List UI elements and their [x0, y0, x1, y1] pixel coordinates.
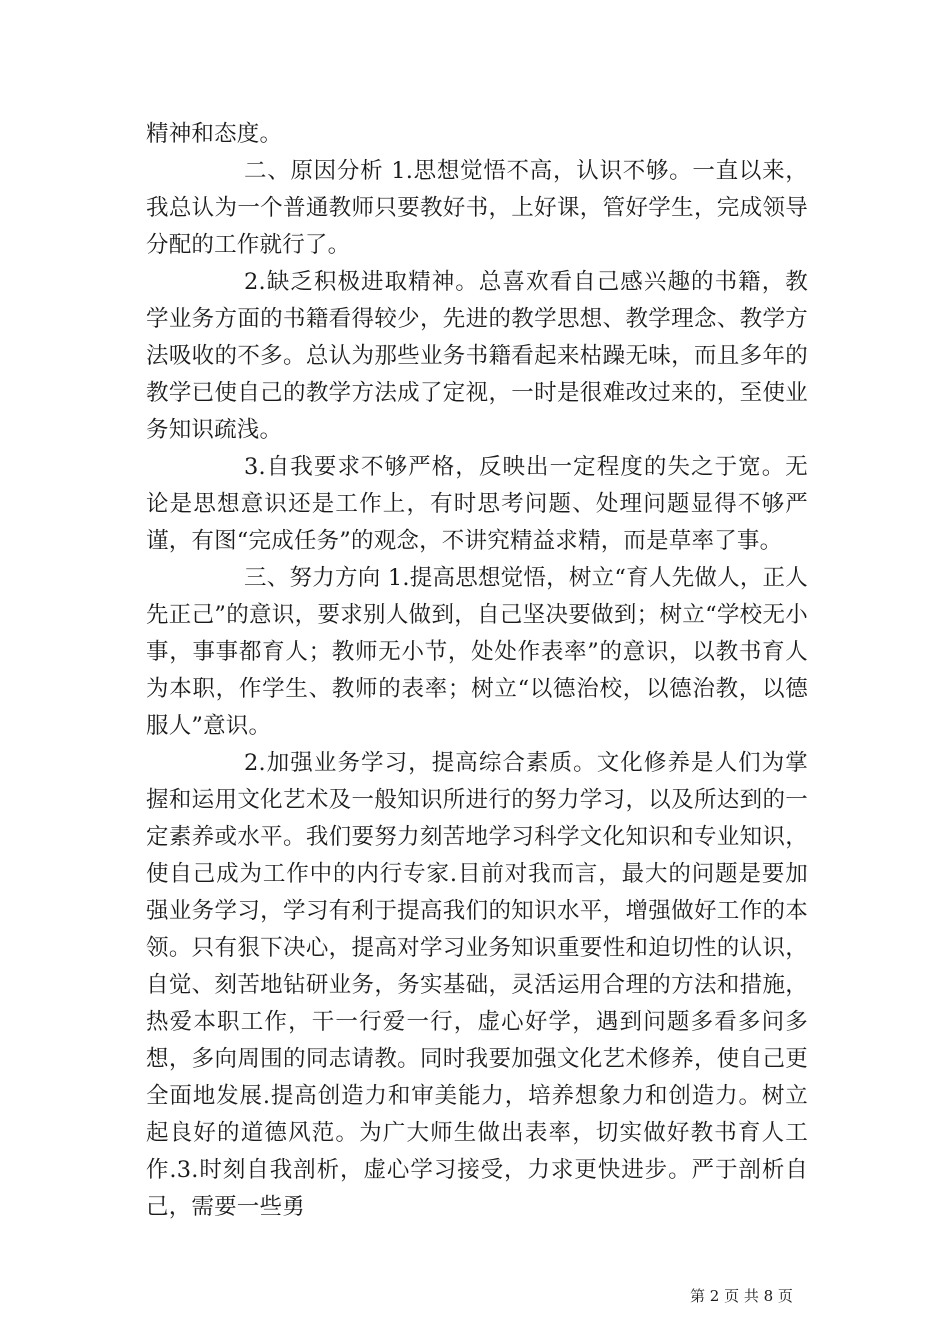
paragraph-cause-analysis: 二、原因分析 1.思想觉悟不高，认识不够。一直以来，我总认为一个普通教师只要教好书，上好课，管好学生，完成领导分配的工作就行了。: [146, 158, 808, 258]
paragraph-improvement-direction: 三、努力方向 1.提高思想觉悟，树立“育人先做人，正人先正己”的意识，要求别人做到，自己坚决要做到；树立“学校无小事，事事都育人；教师无小节，处处作表率”的意识，以教书育人为本职，作学生、教师的表率；树立“以德治校，以德治教，以德服人”意识。: [146, 565, 808, 739]
document-body: [146, 116, 808, 1226]
page-number-footer: 第 2 页 共 8 页: [690, 1287, 793, 1305]
paragraph-continuation: 精神和态度。: [146, 121, 283, 147]
paragraph-self-requirement: 3.自我要求不够严格，反映出一定程度的失之于宽。无论是思想意识还是工作上，有时思考问题、处理问题显得不够严谨，有图“完成任务”的观念，不讲究精益求精，而是草率了事。: [146, 454, 808, 554]
paragraph-business-study: 2.加强业务学习，提高综合素质。文化修养是人们为掌握和运用文化艺术及一般知识所进行的努力学习，以及所达到的一定素养或水平。我们要努力刻苦地学习科学文化知识和专业知识，使自己成为工作中的内行专家.目前对我而言，最大的问题是要加强业务学习，学习有利于提高我们的知识水平，增强做好工作的本领。只有狠下决心，提高对学习业务知识重要性和迫切性的认识，自觉、刻苦地钻研业务，务实基础，灵活运用合理的方法和措施，热爱本职工作，干一行爱一行，虚心好学，遇到问题多看多问多想，多向周围的同志请教。同时我要加强文化艺术修养，使自己更全面地发展.提高创造力和审美能力，培养想象力和创造力。树立起良好的道德风范。为广大师生做出表率，切实做好教书育人工作.3.时刻自我剖析，虚心学习接受，力求更快进步。严于剖析自己，需要一些勇: [146, 750, 808, 1220]
paragraph-lack-of-initiative: 2.缺乏积极进取精神。总喜欢看自己感兴趣的书籍，教学业务方面的书籍看得较少，先进的教学思想、教学理念、教学方法吸收的不多。总认为那些业务书籍看起来枯躁无味，而且多年的教学已使自己的教学方法成了定视，一时是很难改过来的，至使业务知识疏浅。: [146, 269, 808, 443]
